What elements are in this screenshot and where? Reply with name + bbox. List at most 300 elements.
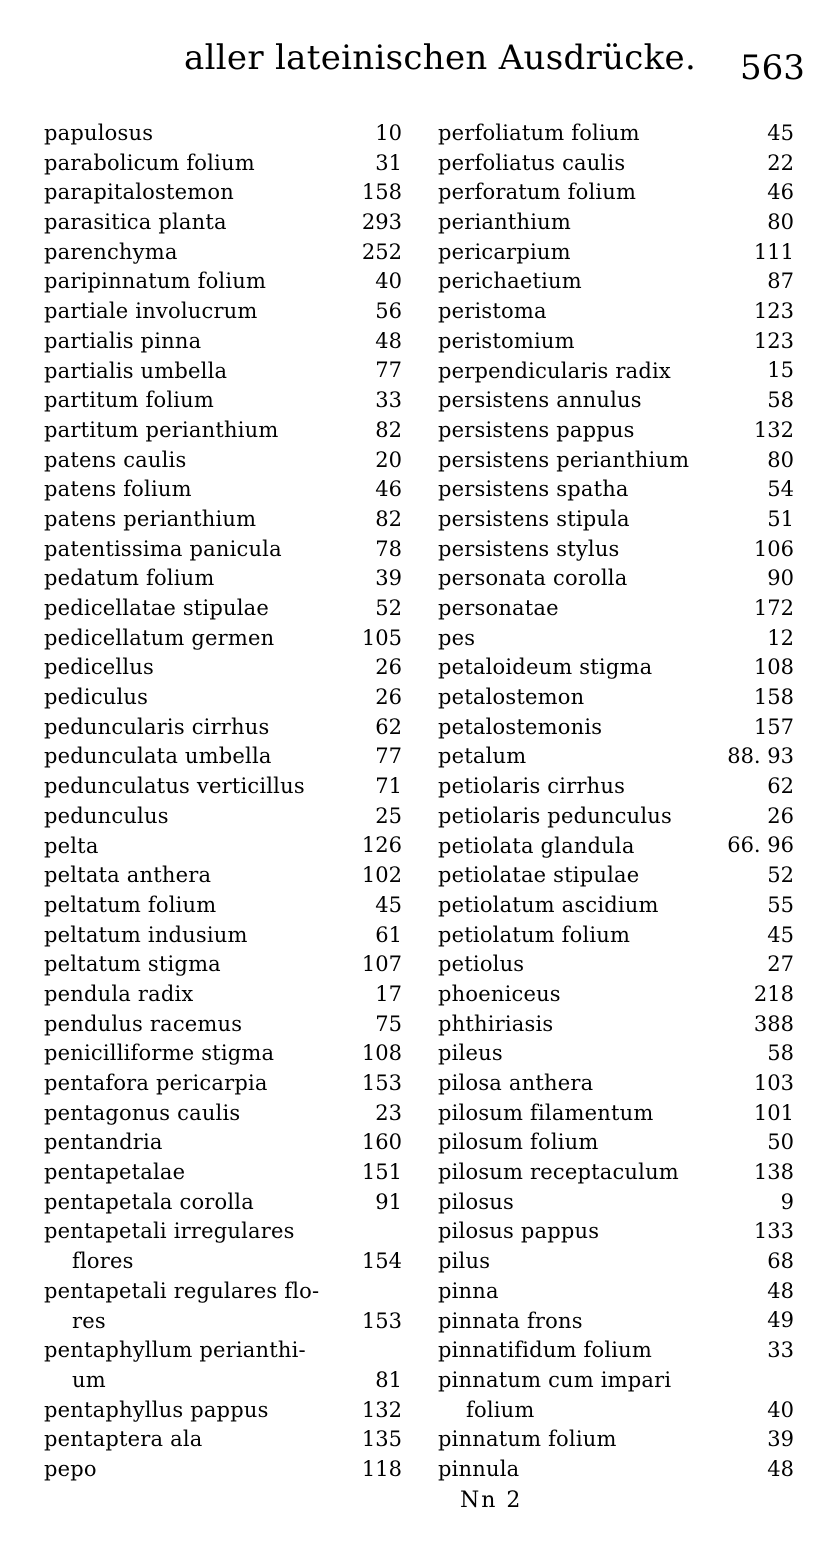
- index-page-ref: 252: [361, 239, 402, 264]
- index-page-ref: 49: [767, 1308, 794, 1333]
- index-page-ref: 138: [753, 1160, 794, 1185]
- index-term-text: penicilliforme stigma: [44, 1041, 275, 1066]
- index-entry: [44, 1188, 404, 1218]
- index-term-text: pinna: [438, 1278, 499, 1303]
- index-term-text: pentagonus caulis: [44, 1100, 241, 1125]
- index-term-text: pedicellatum germen: [44, 625, 275, 650]
- index-page-ref: 40: [375, 269, 402, 294]
- index-term-text: pilosus pappus: [438, 1219, 600, 1244]
- index-term: [438, 119, 738, 149]
- index-term-text: pentapetalae: [44, 1160, 186, 1185]
- index-term: [44, 238, 344, 268]
- index-term-continuation: um: [72, 1367, 106, 1392]
- index-page-ref: 157: [753, 714, 794, 739]
- index-term: [438, 327, 738, 357]
- index-entry: [438, 772, 796, 802]
- index-entry: [438, 475, 796, 505]
- index-entry: [438, 267, 796, 297]
- index-term-text: pinnatum cum impari: [438, 1367, 672, 1392]
- index-term: [438, 950, 738, 980]
- index-term-text: partitum folium: [44, 388, 214, 413]
- index-column-right: [438, 119, 796, 1485]
- index-page-ref: 12: [767, 625, 794, 650]
- index-page-ref: 39: [767, 1427, 794, 1452]
- index-page-ref: 62: [767, 774, 794, 799]
- index-term-text: patens folium: [44, 477, 192, 502]
- index-entry: [44, 653, 404, 683]
- index-page-ref: 33: [767, 1338, 794, 1363]
- index-term-text: pinnula: [438, 1456, 520, 1481]
- index-page-ref: 88. 93: [727, 744, 794, 769]
- index-entry: [438, 713, 796, 743]
- index-page-ref: 50: [767, 1130, 794, 1155]
- index-page-ref: 66. 96: [727, 833, 794, 858]
- index-entry: [44, 564, 404, 594]
- index-term-text: pedunculus: [44, 803, 169, 828]
- index-entry: [44, 1010, 404, 1040]
- index-term: [44, 564, 344, 594]
- index-term-text: pilosum receptaculum: [438, 1160, 679, 1185]
- index-term: [44, 475, 344, 505]
- index-page-ref: 40: [767, 1397, 794, 1422]
- index-term-text: paripinnatum folium: [44, 269, 267, 294]
- index-term: [438, 149, 738, 179]
- index-page-ref: 55: [767, 892, 794, 917]
- index-term: [44, 327, 344, 357]
- index-page-ref: 15: [767, 358, 794, 383]
- index-term-text: petiolatum folium: [438, 922, 631, 947]
- index-term: [438, 505, 738, 535]
- index-entry: [44, 357, 404, 387]
- index-entry: [44, 267, 404, 297]
- page-number: 563: [740, 48, 805, 88]
- index-page-ref: 106: [753, 536, 794, 561]
- index-term-text: petalostemonis: [438, 714, 603, 739]
- index-entry: [44, 505, 404, 535]
- index-entry: [44, 861, 404, 891]
- index-page-ref: 82: [375, 506, 402, 531]
- index-term-text: personata corolla: [438, 566, 628, 591]
- signature-mark: Nn 2: [460, 1488, 523, 1513]
- index-term: [44, 1336, 344, 1395]
- index-entry: [438, 446, 796, 476]
- index-entry: [438, 535, 796, 565]
- index-entry: [438, 624, 796, 654]
- index-term-continuation: res: [72, 1308, 106, 1333]
- index-page-ref: 25: [375, 803, 402, 828]
- index-term: [44, 1158, 344, 1188]
- index-page-ref: 132: [361, 1397, 402, 1422]
- index-term: [438, 475, 738, 505]
- index-page-ref: 135: [361, 1427, 402, 1452]
- index-page-ref: 158: [753, 685, 794, 710]
- index-page-ref: 105: [361, 625, 402, 650]
- index-term-text: pentapetali regulares flo-: [44, 1278, 320, 1303]
- index-page-ref: 62: [375, 714, 402, 739]
- index-page-ref: 153: [361, 1308, 402, 1333]
- index-term-text: patens perianthium: [44, 506, 257, 531]
- index-page-ref: 107: [361, 952, 402, 977]
- index-entry: [44, 1217, 404, 1276]
- index-entry: [438, 416, 796, 446]
- index-term: [438, 624, 738, 654]
- index-entry: [44, 208, 404, 238]
- index-page-ref: 108: [361, 1041, 402, 1066]
- index-term-text: pilosa anthera: [438, 1071, 594, 1095]
- index-term: [44, 119, 344, 149]
- index-entry: [44, 178, 404, 208]
- index-term-text: peduncularis cirrhus: [44, 714, 270, 739]
- index-entry: [438, 1307, 796, 1337]
- index-page-ref: 45: [767, 922, 794, 947]
- index-entry: [44, 119, 404, 149]
- index-term-text: pelta: [44, 833, 99, 858]
- index-page-ref: 218: [753, 981, 794, 1006]
- index-page-ref: 80: [767, 210, 794, 235]
- index-term: [44, 594, 344, 624]
- index-term-text: pediculus: [44, 685, 149, 710]
- index-page-ref: 22: [767, 150, 794, 175]
- index-term-text: pedunculata umbella: [44, 744, 272, 769]
- index-term: [438, 1158, 738, 1188]
- index-entry: [44, 624, 404, 654]
- index-term: [44, 742, 344, 772]
- index-page-ref: 48: [375, 328, 402, 353]
- index-page-ref: 80: [767, 447, 794, 472]
- index-page-ref: 172: [753, 595, 794, 620]
- index-page-ref: 56: [375, 299, 402, 324]
- index-page-ref: 81: [375, 1367, 402, 1392]
- index-term-text: pes: [438, 625, 476, 650]
- index-page-ref: 101: [753, 1100, 794, 1125]
- index-term-continuation: flores: [72, 1249, 134, 1274]
- index-term: [44, 535, 344, 565]
- index-term: [44, 1128, 344, 1158]
- index-term-text: phoeniceus: [438, 981, 561, 1006]
- index-term: [44, 950, 344, 980]
- index-page-ref: 123: [753, 299, 794, 324]
- index-term-text: pilosum folium: [438, 1130, 599, 1155]
- index-term-text: personatae: [438, 596, 559, 620]
- index-entry: [438, 505, 796, 535]
- index-term-text: pepo: [44, 1456, 97, 1481]
- index-term: [44, 357, 344, 387]
- index-term: [44, 624, 344, 654]
- index-term: [44, 1010, 344, 1040]
- index-entry: [438, 1010, 796, 1040]
- index-entry: [438, 297, 796, 327]
- index-entry: [44, 475, 404, 505]
- index-term-text: peristoma: [438, 299, 547, 324]
- index-page-ref: 123: [753, 328, 794, 353]
- index-term: [438, 1366, 738, 1425]
- index-entry: [438, 980, 796, 1010]
- index-page-ref: 160: [361, 1130, 402, 1155]
- index-page-ref: 45: [767, 120, 794, 145]
- index-term: [44, 832, 344, 862]
- index-term-text: persistens pappus: [438, 417, 635, 442]
- index-term-text: persistens perianthium: [438, 447, 690, 472]
- index-term-text: partialis pinna: [44, 328, 202, 353]
- index-page-ref: 39: [375, 566, 402, 591]
- index-entry: [44, 386, 404, 416]
- index-page-ref: 90: [767, 566, 794, 591]
- index-page-ref: 31: [375, 150, 402, 175]
- index-entry: [438, 386, 796, 416]
- index-term: [438, 238, 738, 268]
- index-page-ref: 9: [780, 1189, 794, 1214]
- index-term-text: perfoliatus caulis: [438, 150, 626, 175]
- index-entry: [438, 149, 796, 179]
- index-entry: [438, 564, 796, 594]
- index-term: [438, 980, 738, 1010]
- index-term-text: petalum: [438, 744, 527, 769]
- index-term: [44, 1396, 344, 1426]
- index-term: [438, 1128, 738, 1158]
- index-entry: [44, 446, 404, 476]
- index-entry: [44, 921, 404, 951]
- index-entry: [438, 1425, 796, 1455]
- index-entry: [438, 327, 796, 357]
- index-term: [438, 802, 738, 832]
- index-entry: [438, 1069, 796, 1099]
- index-term: [44, 861, 344, 891]
- index-term: [438, 564, 738, 594]
- index-term: [438, 1277, 738, 1307]
- index-page-ref: 26: [375, 685, 402, 710]
- index-term-text: persistens spatha: [438, 477, 629, 502]
- index-entry: [44, 1277, 404, 1336]
- index-term-text: parenchyma: [44, 239, 178, 264]
- index-entry: [44, 1158, 404, 1188]
- index-column-left: [44, 119, 404, 1485]
- index-term: [44, 446, 344, 476]
- index-term-text: peristomium: [438, 328, 575, 353]
- index-term: [438, 683, 738, 713]
- index-entry: [438, 742, 796, 772]
- index-entry: [438, 1336, 796, 1366]
- index-term-text: pendulus racemus: [44, 1011, 243, 1036]
- index-term-text: peltata anthera: [44, 863, 212, 888]
- page-header: [0, 38, 830, 98]
- index-term-text: pentapetali irregulares: [44, 1219, 295, 1244]
- index-term: [438, 357, 738, 387]
- index-page-ref: 151: [361, 1160, 402, 1185]
- index-term-text: partialis umbella: [44, 358, 228, 383]
- index-term: [44, 980, 344, 1010]
- index-term-text: partiale involucrum: [44, 299, 258, 324]
- index-entry: [44, 1069, 404, 1099]
- index-page-ref: 118: [361, 1456, 402, 1481]
- index-term-text: pentaphyllum perianthi-: [44, 1338, 306, 1363]
- index-term-text: perichaetium: [438, 269, 582, 294]
- index-term: [44, 921, 344, 951]
- index-term-text: pinnatum folium: [438, 1427, 617, 1452]
- index-page-ref: 27: [767, 952, 794, 977]
- running-head: aller lateinischen Ausdrücke.: [184, 38, 697, 78]
- index-entry: [44, 832, 404, 862]
- index-page-ref: 26: [767, 803, 794, 828]
- index-term-text: pentandria: [44, 1130, 163, 1155]
- index-term: [44, 267, 344, 297]
- index-page-ref: 82: [375, 417, 402, 442]
- index-page-ref: 388: [753, 1011, 794, 1036]
- index-page-ref: 51: [767, 506, 794, 531]
- index-entry: [44, 1336, 404, 1395]
- index-term-text: petiolaris cirrhus: [438, 774, 626, 799]
- index-term: [44, 149, 344, 179]
- index-term-text: phthiriasis: [438, 1011, 554, 1036]
- index-term: [438, 1069, 738, 1099]
- index-page-ref: 48: [767, 1278, 794, 1303]
- index-term-text: pinnata frons: [438, 1308, 583, 1333]
- index-term-text: petiolus: [438, 952, 525, 977]
- index-entry: [44, 416, 404, 446]
- index-term: [438, 713, 738, 743]
- index-page-ref: 293: [361, 210, 402, 235]
- index-entry: [438, 921, 796, 951]
- index-entry: [438, 594, 796, 624]
- index-term: [44, 1277, 344, 1336]
- index-term: [44, 1188, 344, 1218]
- index-entry: [438, 1158, 796, 1188]
- index-entry: [44, 1425, 404, 1455]
- index-term-text: pilus: [438, 1249, 491, 1274]
- index-page-ref: 17: [375, 981, 402, 1006]
- index-term: [438, 297, 738, 327]
- index-page-ref: 133: [753, 1219, 794, 1244]
- index-entry: [438, 832, 796, 862]
- index-term-text: persistens annulus: [438, 388, 642, 413]
- index-entry: [44, 1396, 404, 1426]
- index-entry: [44, 535, 404, 565]
- index-term: [44, 297, 344, 327]
- index-page-ref: 52: [767, 863, 794, 888]
- index-page-ref: 46: [375, 477, 402, 502]
- index-page-ref: 75: [375, 1011, 402, 1036]
- index-term: [438, 1247, 738, 1277]
- index-entry: [44, 742, 404, 772]
- index-term: [438, 742, 738, 772]
- index-entry: [44, 1099, 404, 1129]
- index-page-ref: 48: [767, 1456, 794, 1481]
- index-term: [44, 802, 344, 832]
- index-term-text: persistens stylus: [438, 536, 620, 561]
- index-term-text: pedicellatae stipulae: [44, 596, 269, 620]
- index-page-ref: 154: [361, 1249, 402, 1274]
- index-term: [438, 921, 738, 951]
- index-entry: [44, 980, 404, 1010]
- index-entry: [438, 861, 796, 891]
- index-entry: [438, 238, 796, 268]
- index-page-ref: 71: [375, 774, 402, 799]
- index-term: [438, 178, 738, 208]
- index-page-ref: 103: [753, 1070, 794, 1095]
- index-term-text: perianthium: [438, 210, 571, 235]
- index-entry: [44, 713, 404, 743]
- index-term-text: pedunculatus verticillus: [44, 774, 305, 799]
- index-entry: [438, 208, 796, 238]
- index-term: [438, 832, 738, 862]
- index-term: [438, 1099, 738, 1129]
- index-entry: [438, 1366, 796, 1425]
- index-term: [438, 1336, 738, 1366]
- index-term-text: pilosum filamentum: [438, 1100, 654, 1125]
- index-page-ref: 111: [753, 239, 794, 264]
- index-term: [438, 1217, 738, 1247]
- index-term: [438, 1425, 738, 1455]
- index-entry: [438, 1247, 796, 1277]
- index-entry: [44, 327, 404, 357]
- index-term-text: pinnatifidum folium: [438, 1338, 653, 1363]
- index-term: [44, 386, 344, 416]
- index-term-text: perfoliatum folium: [438, 121, 640, 145]
- index-term: [44, 1455, 344, 1485]
- index-entry: [438, 1188, 796, 1218]
- index-page-ref: 153: [361, 1070, 402, 1095]
- index-term: [438, 1039, 738, 1069]
- index-page-ref: 33: [375, 388, 402, 413]
- index-entry: [44, 683, 404, 713]
- index-page-ref: 87: [767, 269, 794, 294]
- index-term-text: parapitalostemon: [44, 180, 234, 205]
- index-page-ref: 91: [375, 1189, 402, 1214]
- index-entry: [44, 1039, 404, 1069]
- index-term-text: pedatum folium: [44, 566, 215, 591]
- index-term: [438, 891, 738, 921]
- index-term-text: pentaphyllus pappus: [44, 1397, 269, 1422]
- index-term: [438, 416, 738, 446]
- index-term: [44, 1039, 344, 1069]
- index-term-text: parabolicum folium: [44, 150, 255, 175]
- index-entry: [44, 1128, 404, 1158]
- index-term-text: papulosus: [44, 121, 154, 145]
- index-term-text: pericarpium: [438, 239, 571, 264]
- index-entry: [44, 149, 404, 179]
- index-term: [44, 653, 344, 683]
- index-term: [44, 178, 344, 208]
- index-term-text: pileus: [438, 1041, 503, 1066]
- index-term-text: partitum perianthium: [44, 417, 279, 442]
- index-term-text: pentafora pericarpia: [44, 1071, 268, 1095]
- index-term: [438, 446, 738, 476]
- index-term-text: pilosus: [438, 1189, 514, 1214]
- index-page-ref: 46: [767, 180, 794, 205]
- index-entry: [44, 772, 404, 802]
- index-term-text: persistens stipula: [438, 506, 630, 531]
- index-term: [438, 535, 738, 565]
- index-term-text: pentapetala corolla: [44, 1189, 254, 1214]
- index-entry: [438, 683, 796, 713]
- index-page-ref: 20: [375, 447, 402, 472]
- index-entry: [44, 238, 404, 268]
- index-term-text: patens caulis: [44, 447, 187, 472]
- index-term-text: patentissima panicula: [44, 536, 282, 561]
- index-entry: [438, 1128, 796, 1158]
- index-entry: [438, 1039, 796, 1069]
- index-page-ref: 58: [767, 388, 794, 413]
- index-page-ref: 23: [375, 1100, 402, 1125]
- index-page-ref: 58: [767, 1041, 794, 1066]
- index-term-text: petaloideum stigma: [438, 655, 653, 680]
- index-entry: [438, 357, 796, 387]
- index-term: [44, 208, 344, 238]
- index-page-ref: 61: [375, 922, 402, 947]
- index-term-text: peltatum folium: [44, 892, 217, 917]
- index-entry: [44, 950, 404, 980]
- index-term-text: perpendicularis radix: [438, 358, 671, 383]
- index-term-text: petiolaris pedunculus: [438, 803, 672, 828]
